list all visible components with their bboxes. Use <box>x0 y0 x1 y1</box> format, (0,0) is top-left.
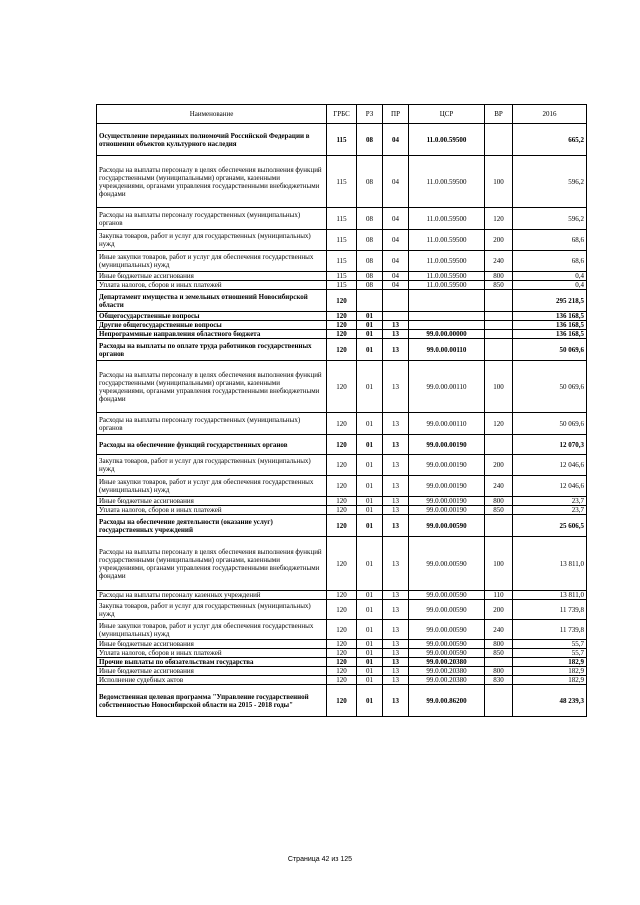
cell-pr: 13 <box>383 667 409 676</box>
cell-grbs: 120 <box>327 330 357 339</box>
cell-rz: 01 <box>357 676 383 685</box>
cell-grbs: 120 <box>327 455 357 476</box>
cell-name: Иные бюджетные ассигнования <box>97 640 327 649</box>
cell-csr: 99.0.00.00590 <box>409 649 485 658</box>
cell-pr: 04 <box>383 230 409 251</box>
cell-csr: 99.0.00.00190 <box>409 506 485 515</box>
cell-vr: 200 <box>485 230 513 251</box>
table-row <box>97 413 587 435</box>
table-row <box>97 208 587 230</box>
cell-grbs: 115 <box>327 281 357 290</box>
cell-pr: 13 <box>383 600 409 620</box>
cell-vr: 850 <box>485 506 513 515</box>
cell-grbs: 120 <box>327 413 357 435</box>
cell-vr: 120 <box>485 413 513 435</box>
cell-rz: 01 <box>357 667 383 676</box>
table-row <box>97 658 587 667</box>
cell-pr: 13 <box>383 497 409 506</box>
cell-value: 11 739,8 <box>513 620 587 640</box>
cell-rz: 01 <box>357 497 383 506</box>
cell-grbs: 120 <box>327 497 357 506</box>
cell-value: 50 069,6 <box>513 339 587 361</box>
table-row <box>97 312 587 321</box>
cell-pr: 13 <box>383 537 409 591</box>
cell-name: Исполнение судебных актов <box>97 676 327 685</box>
table-row <box>97 649 587 658</box>
cell-name: Закупка товаров, работ и услуг для государственных (муниципальных) нужд <box>97 455 327 476</box>
header-year: 2016 <box>513 105 587 124</box>
table-row <box>97 272 587 281</box>
cell-rz: 01 <box>357 339 383 361</box>
cell-grbs: 120 <box>327 339 357 361</box>
table-row <box>97 667 587 676</box>
cell-name: Иные закупки товаров, работ и услуг для обеспечения государственных (муниципальных) нужд <box>97 251 327 272</box>
table-row <box>97 515 587 537</box>
table-row <box>97 230 587 251</box>
cell-name: Расходы на выплаты персоналу государственных (муниципальных) органов <box>97 413 327 435</box>
budget-table-container <box>96 104 586 717</box>
cell-pr <box>383 312 409 321</box>
cell-grbs: 120 <box>327 312 357 321</box>
cell-pr: 13 <box>383 321 409 330</box>
cell-name: Иные закупки товаров, работ и услуг для обеспечения государственных (муниципальных) нужд <box>97 620 327 640</box>
cell-csr: 99.0.00.00590 <box>409 640 485 649</box>
cell-pr: 13 <box>383 506 409 515</box>
cell-rz: 01 <box>357 537 383 591</box>
cell-value: 55,7 <box>513 640 587 649</box>
cell-rz: 08 <box>357 156 383 208</box>
cell-csr <box>409 290 485 312</box>
cell-vr: 100 <box>485 156 513 208</box>
table-body <box>97 124 587 717</box>
cell-vr <box>485 330 513 339</box>
cell-pr: 13 <box>383 658 409 667</box>
cell-rz: 01 <box>357 413 383 435</box>
cell-csr: 99.0.00.00190 <box>409 455 485 476</box>
cell-csr: 99.0.00.00110 <box>409 361 485 413</box>
cell-pr: 13 <box>383 515 409 537</box>
cell-grbs: 115 <box>327 251 357 272</box>
cell-rz: 01 <box>357 435 383 455</box>
cell-csr <box>409 321 485 330</box>
cell-grbs: 115 <box>327 156 357 208</box>
cell-pr: 13 <box>383 591 409 600</box>
table-row <box>97 640 587 649</box>
cell-name: Иные бюджетные ассигнования <box>97 667 327 676</box>
cell-value: 50 069,6 <box>513 413 587 435</box>
table-row <box>97 685 587 717</box>
cell-grbs: 120 <box>327 685 357 717</box>
table-row <box>97 124 587 156</box>
cell-name: Расходы на обеспечение функций государственных органов <box>97 435 327 455</box>
cell-rz: 08 <box>357 281 383 290</box>
cell-value: 0,4 <box>513 272 587 281</box>
cell-value: 182,9 <box>513 676 587 685</box>
cell-vr: 800 <box>485 497 513 506</box>
cell-pr: 13 <box>383 649 409 658</box>
cell-vr <box>485 321 513 330</box>
cell-rz: 01 <box>357 330 383 339</box>
cell-grbs: 115 <box>327 208 357 230</box>
cell-name: Ведомственная целевая программа "Управление государственной собственностью Новосибирской области на 2015 - 2018 годы" <box>97 685 327 717</box>
cell-vr: 800 <box>485 272 513 281</box>
cell-vr: 100 <box>485 537 513 591</box>
cell-name: Непрограммные направления областного бюджета <box>97 330 327 339</box>
cell-value: 136 168,5 <box>513 312 587 321</box>
cell-vr: 200 <box>485 600 513 620</box>
cell-rz: 01 <box>357 506 383 515</box>
table-row <box>97 476 587 497</box>
cell-rz: 01 <box>357 591 383 600</box>
cell-csr: 99.0.00.20380 <box>409 658 485 667</box>
table-row <box>97 321 587 330</box>
cell-csr: 11.0.00.59500 <box>409 208 485 230</box>
cell-vr: 830 <box>485 676 513 685</box>
cell-name: Расходы на выплаты персоналу государственных (муниципальных) органов <box>97 208 327 230</box>
table-row <box>97 506 587 515</box>
cell-csr: 99.0.00.00190 <box>409 497 485 506</box>
cell-vr <box>485 312 513 321</box>
cell-rz: 01 <box>357 476 383 497</box>
table-row <box>97 537 587 591</box>
cell-csr: 11.0.00.59500 <box>409 156 485 208</box>
cell-name: Расходы на выплаты персоналу казенных учреждений <box>97 591 327 600</box>
table-row <box>97 361 587 413</box>
table-row <box>97 281 587 290</box>
cell-csr: 99.0.00.00590 <box>409 591 485 600</box>
cell-grbs: 115 <box>327 124 357 156</box>
cell-name: Расходы на выплаты по оплате труда работников государственных органов <box>97 339 327 361</box>
table-row <box>97 330 587 339</box>
cell-csr: 99.0.00.20380 <box>409 676 485 685</box>
cell-value: 12 046,6 <box>513 476 587 497</box>
cell-vr: 240 <box>485 620 513 640</box>
cell-csr: 11.0.00.59500 <box>409 124 485 156</box>
cell-name: Уплата налогов, сборов и иных платежей <box>97 281 327 290</box>
cell-name: Иные бюджетные ассигнования <box>97 272 327 281</box>
cell-value: 295 218,5 <box>513 290 587 312</box>
cell-vr: 120 <box>485 208 513 230</box>
cell-pr: 13 <box>383 339 409 361</box>
cell-csr: 11.0.00.59500 <box>409 272 485 281</box>
cell-grbs: 120 <box>327 506 357 515</box>
cell-name: Иные бюджетные ассигнования <box>97 497 327 506</box>
cell-value: 55,7 <box>513 649 587 658</box>
cell-pr <box>383 290 409 312</box>
cell-grbs: 115 <box>327 230 357 251</box>
cell-csr: 99.0.00.00110 <box>409 339 485 361</box>
cell-name: Прочие выплаты по обязательствам государства <box>97 658 327 667</box>
cell-grbs: 120 <box>327 620 357 640</box>
cell-rz: 08 <box>357 251 383 272</box>
cell-rz: 01 <box>357 455 383 476</box>
cell-value: 136 168,5 <box>513 321 587 330</box>
cell-grbs: 120 <box>327 591 357 600</box>
cell-value: 182,9 <box>513 667 587 676</box>
cell-rz: 01 <box>357 361 383 413</box>
cell-pr: 13 <box>383 476 409 497</box>
cell-value: 12 046,6 <box>513 455 587 476</box>
cell-value: 50 069,6 <box>513 361 587 413</box>
table-row <box>97 591 587 600</box>
cell-csr: 99.0.00.20380 <box>409 667 485 676</box>
cell-csr: 99.0.00.00190 <box>409 476 485 497</box>
cell-name: Расходы на выплаты персоналу в целях обеспечения выполнения функций государственными (муниципальными) органами, казенными учреждениями, органами управления государственными внебюджетными фондами <box>97 361 327 413</box>
cell-value: 13 811,0 <box>513 537 587 591</box>
cell-rz: 08 <box>357 272 383 281</box>
cell-name: Другие общегосударственные вопросы <box>97 321 327 330</box>
header-rz: РЗ <box>357 105 383 124</box>
cell-pr: 13 <box>383 640 409 649</box>
cell-pr: 04 <box>383 251 409 272</box>
header-grbs: ГРБС <box>327 105 357 124</box>
cell-name: Уплата налогов, сборов и иных платежей <box>97 506 327 515</box>
table-row <box>97 251 587 272</box>
cell-vr: 240 <box>485 251 513 272</box>
cell-grbs: 120 <box>327 361 357 413</box>
cell-rz: 08 <box>357 230 383 251</box>
cell-vr: 800 <box>485 640 513 649</box>
cell-name: Иные закупки товаров, работ и услуг для обеспечения государственных (муниципальных) нужд <box>97 476 327 497</box>
cell-rz: 01 <box>357 658 383 667</box>
cell-csr: 99.0.00.00190 <box>409 435 485 455</box>
page-number: Страница 42 из 125 <box>287 856 353 863</box>
cell-rz: 08 <box>357 208 383 230</box>
cell-name: Расходы на выплаты персоналу в целях обеспечения выполнения функций государственными (муниципальными) органами, казенными учреждениями, органами управления государственными внебюджетными фондами <box>97 156 327 208</box>
cell-grbs: 120 <box>327 435 357 455</box>
cell-grbs: 120 <box>327 290 357 312</box>
cell-vr <box>485 124 513 156</box>
cell-rz: 08 <box>357 124 383 156</box>
cell-value: 665,2 <box>513 124 587 156</box>
cell-vr <box>485 435 513 455</box>
cell-csr: 99.0.00.00590 <box>409 537 485 591</box>
header-name: Наименование <box>97 105 327 124</box>
table-row <box>97 676 587 685</box>
cell-rz: 01 <box>357 685 383 717</box>
cell-value: 596,2 <box>513 156 587 208</box>
cell-name: Департамент имущества и земельных отношений Новосибирской области <box>97 290 327 312</box>
cell-pr: 04 <box>383 156 409 208</box>
header-pr: ПР <box>383 105 409 124</box>
cell-grbs: 120 <box>327 640 357 649</box>
cell-pr: 13 <box>383 361 409 413</box>
cell-grbs: 120 <box>327 515 357 537</box>
cell-grbs: 120 <box>327 658 357 667</box>
cell-pr: 13 <box>383 685 409 717</box>
cell-name: Закупка товаров, работ и услуг для государственных (муниципальных) нужд <box>97 230 327 251</box>
cell-name: Расходы на обеспечение деятельности (оказание услуг) государственных учреждений <box>97 515 327 537</box>
cell-value: 13 811,0 <box>513 591 587 600</box>
cell-rz: 01 <box>357 649 383 658</box>
table-row <box>97 156 587 208</box>
cell-value: 12 070,3 <box>513 435 587 455</box>
cell-csr: 99.0.00.00590 <box>409 600 485 620</box>
cell-value: 23,7 <box>513 506 587 515</box>
cell-value: 11 739,8 <box>513 600 587 620</box>
cell-grbs: 120 <box>327 676 357 685</box>
table-row <box>97 339 587 361</box>
cell-grbs: 120 <box>327 667 357 676</box>
table-row <box>97 455 587 476</box>
cell-csr: 11.0.00.59500 <box>409 230 485 251</box>
cell-value: 68,6 <box>513 230 587 251</box>
cell-pr: 13 <box>383 330 409 339</box>
cell-vr <box>485 685 513 717</box>
cell-value: 68,6 <box>513 251 587 272</box>
cell-vr: 100 <box>485 361 513 413</box>
cell-grbs: 120 <box>327 537 357 591</box>
cell-csr: 99.0.00.00000 <box>409 330 485 339</box>
cell-pr: 04 <box>383 124 409 156</box>
cell-vr <box>485 658 513 667</box>
cell-pr: 13 <box>383 455 409 476</box>
cell-value: 25 606,5 <box>513 515 587 537</box>
cell-grbs: 120 <box>327 649 357 658</box>
cell-csr: 99.0.00.00110 <box>409 413 485 435</box>
cell-grbs: 115 <box>327 272 357 281</box>
cell-vr <box>485 515 513 537</box>
table-row <box>97 290 587 312</box>
header-vr: ВР <box>485 105 513 124</box>
table-row <box>97 497 587 506</box>
cell-rz: 01 <box>357 312 383 321</box>
header-row <box>97 105 587 124</box>
cell-pr: 04 <box>383 272 409 281</box>
cell-vr: 850 <box>485 281 513 290</box>
cell-grbs: 120 <box>327 476 357 497</box>
table-row <box>97 435 587 455</box>
cell-grbs: 120 <box>327 321 357 330</box>
table-row <box>97 600 587 620</box>
cell-vr: 110 <box>485 591 513 600</box>
cell-vr: 850 <box>485 649 513 658</box>
cell-vr: 240 <box>485 476 513 497</box>
cell-value: 182,9 <box>513 658 587 667</box>
cell-value: 136 168,5 <box>513 330 587 339</box>
cell-value: 596,2 <box>513 208 587 230</box>
cell-rz: 01 <box>357 321 383 330</box>
cell-pr: 04 <box>383 208 409 230</box>
cell-value: 48 239,3 <box>513 685 587 717</box>
cell-rz <box>357 290 383 312</box>
cell-pr: 04 <box>383 281 409 290</box>
table-row <box>97 620 587 640</box>
cell-csr: 99.0.00.00590 <box>409 620 485 640</box>
cell-pr: 13 <box>383 620 409 640</box>
cell-vr: 800 <box>485 667 513 676</box>
cell-name: Осуществление переданных полномочий Российской Федерации в отношении объектов культурного наследия <box>97 124 327 156</box>
budget-table <box>96 104 587 717</box>
cell-vr: 200 <box>485 455 513 476</box>
cell-pr: 13 <box>383 435 409 455</box>
cell-pr: 13 <box>383 676 409 685</box>
header-csr: ЦСР <box>409 105 485 124</box>
cell-vr <box>485 339 513 361</box>
cell-rz: 01 <box>357 640 383 649</box>
cell-grbs: 120 <box>327 600 357 620</box>
cell-rz: 01 <box>357 620 383 640</box>
cell-csr: 99.0.00.00590 <box>409 515 485 537</box>
cell-csr: 11.0.00.59500 <box>409 281 485 290</box>
cell-name: Расходы на выплаты персоналу в целях обеспечения выполнения функций государственными (муниципальными) органами, казенными учреждениями, органами управления государственными внебюджетными фондами <box>97 537 327 591</box>
cell-name: Закупка товаров, работ и услуг для государственных (муниципальных) нужд <box>97 600 327 620</box>
cell-rz: 01 <box>357 600 383 620</box>
cell-name: Уплата налогов, сборов и иных платежей <box>97 649 327 658</box>
cell-vr <box>485 290 513 312</box>
cell-rz: 01 <box>357 515 383 537</box>
cell-csr <box>409 312 485 321</box>
cell-csr: 99.0.00.86200 <box>409 685 485 717</box>
cell-csr: 11.0.00.59500 <box>409 251 485 272</box>
cell-value: 23,7 <box>513 497 587 506</box>
cell-value: 0,4 <box>513 281 587 290</box>
cell-pr: 13 <box>383 413 409 435</box>
cell-name: Общегосударственные вопросы <box>97 312 327 321</box>
